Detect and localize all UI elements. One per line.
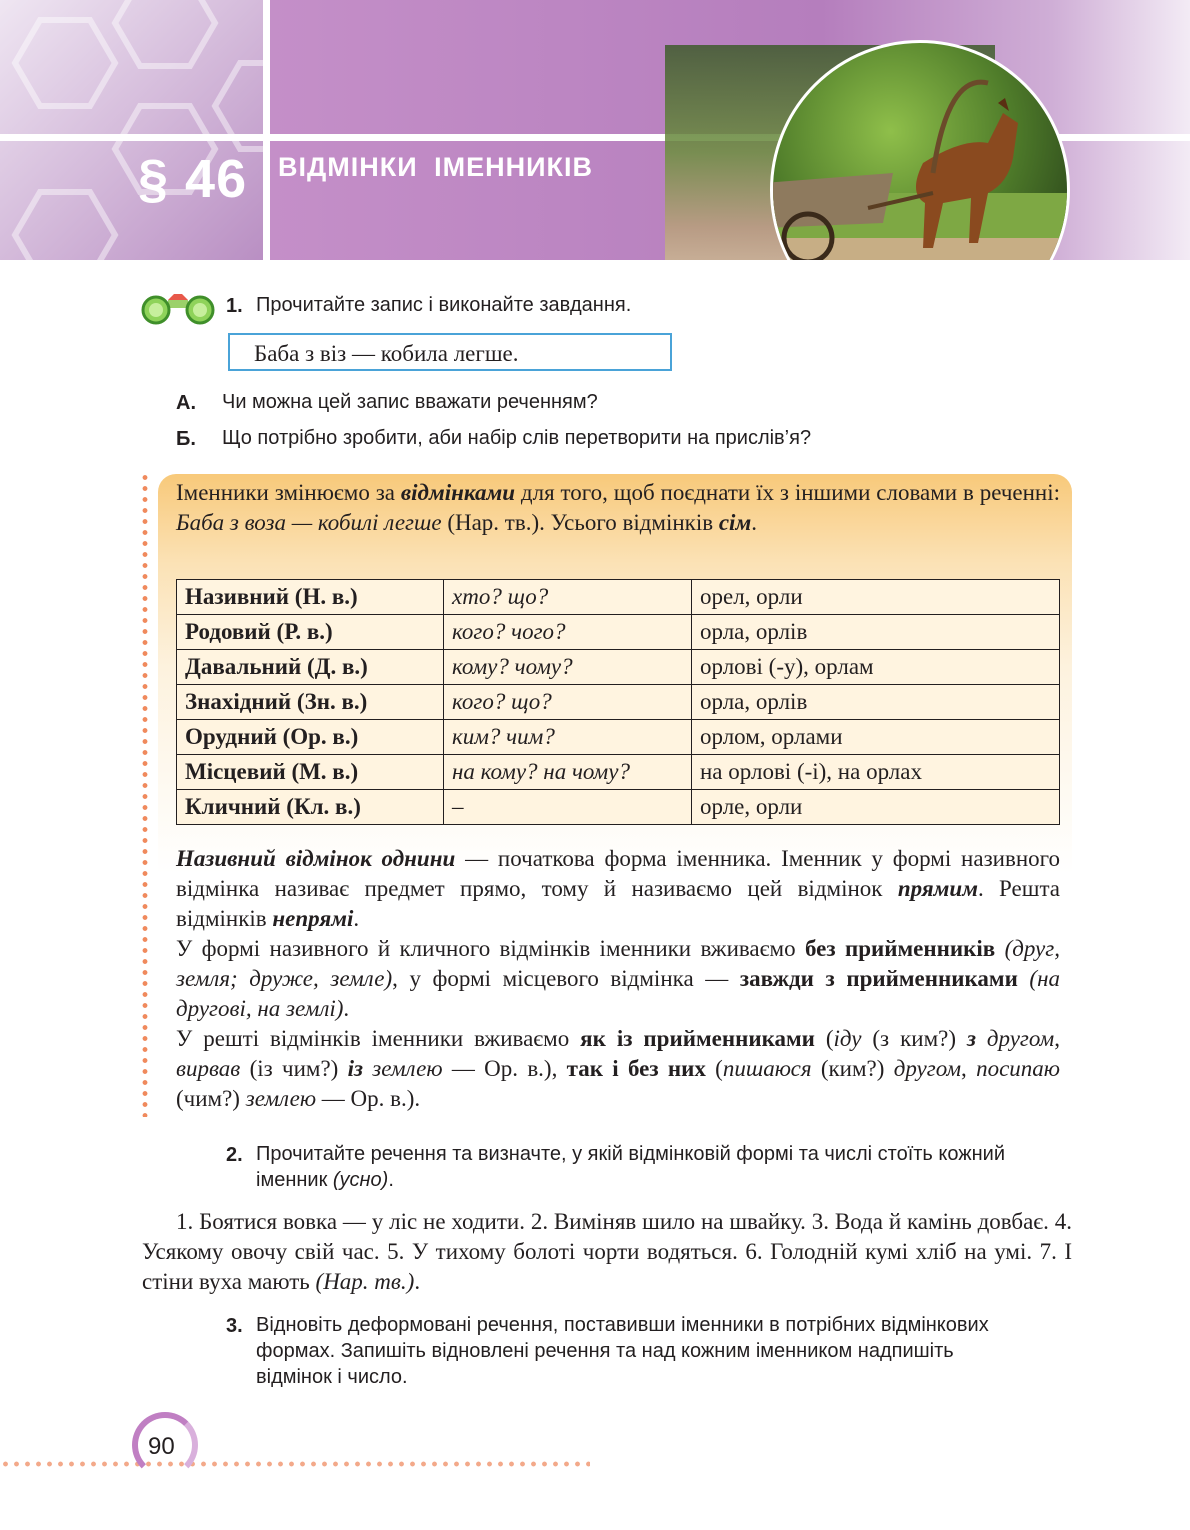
header-banner (0, 0, 1190, 260)
case-examples: орла, орлів (692, 615, 1060, 650)
task-1-number: 1. (226, 295, 243, 317)
case-questions: – (444, 790, 692, 825)
case-row (177, 790, 1060, 825)
question-a-text: Чи можна цей запис вважати реченням? (222, 391, 598, 413)
case-name: Знахідний (Зн. в.) (177, 685, 444, 720)
footer-dotted-line (0, 1460, 590, 1468)
case-row (177, 615, 1060, 650)
case-questions: ким? чим? (444, 720, 692, 755)
question-b-text: Що потрібно зробити, аби набір слів перетворити на прислів’я? (222, 427, 812, 449)
case-questions: хто? що? (444, 580, 692, 615)
task-2-number: 2. (226, 1144, 243, 1166)
case-row (177, 685, 1060, 720)
case-row (177, 720, 1060, 755)
case-name: Кличний (Кл. в.) (177, 790, 444, 825)
page-number: 90 (148, 1433, 175, 1460)
task-2-instruction: Прочитайте речення та визначте, у якій відмінковій формі та числі стоїть кожний іменник (усно). (256, 1143, 1006, 1191)
case-name: Місцевий (М. в.) (177, 755, 444, 790)
rule-paragraph-1: Називний відмінок однини — початкова форма іменника. Іменник у формі називного відмінка називає предмет прямо, тому й називаємо цей відмінок прямим. Решта відмінків непрямі. (176, 846, 1060, 931)
paragraph-number: § 46 (138, 149, 248, 209)
case-questions: на кому? на чому? (444, 755, 692, 790)
question-b-letter: Б. (176, 428, 196, 450)
banner-divider (263, 0, 270, 260)
task-3-instruction: Відновіть деформовані речення, поставивши іменники в потрібних відмінкових формах. Запишіть відновлені речення та над кожним іменником надпишіть відмінок і число. (256, 1314, 989, 1388)
page-title: ВІДМІНКИ ІМЕННИКІВ (278, 152, 593, 182)
task-2-sentences: 1. Боятися вовка — у ліс не ходити. 2. Виміняв шило на швайку. 3. Вода й камінь довбає. 4. Усякому овочу свій час. 5. У тихому болоті чорти водяться. 6. Голодній кумі хліб на умі. 7. І стіни вуха мають (Нар. тв.). (142, 1209, 1072, 1294)
case-examples: орле, орли (692, 790, 1060, 825)
case-name: Називний (Н. в.) (177, 580, 444, 615)
case-row (177, 755, 1060, 790)
case-examples: на орлові (-і), на орлах (692, 755, 1060, 790)
rule-dotted-border (142, 472, 148, 1117)
case-questions: кому? чому? (444, 650, 692, 685)
case-examples: орлом, орлами (692, 720, 1060, 755)
task-3-number: 3. (226, 1315, 243, 1337)
case-row (177, 580, 1060, 615)
case-name: Давальний (Д. в.) (177, 650, 444, 685)
hexagon-pattern (0, 0, 263, 260)
rule-intro: Іменники змінюємо за відмінками для того, щоб поєднати їх з іншими словами в реченні: Баба з воза — кобилі легше (Нар. тв.). Усього відмінків сім. (176, 480, 1061, 535)
case-name: Орудний (Ор. в.) (177, 720, 444, 755)
case-row (177, 650, 1060, 685)
case-questions: кого? що? (444, 685, 692, 720)
case-examples: орла, орлів (692, 685, 1060, 720)
case-examples: орел, орли (692, 580, 1060, 615)
case-name: Родовий (Р. в.) (177, 615, 444, 650)
question-a-letter: А. (176, 392, 196, 414)
task-1-instruction: Прочитайте запис і виконайте завдання. (256, 294, 632, 316)
binoculars-icon (140, 290, 216, 326)
horse-cart-illustration (773, 43, 1067, 260)
cases-table (176, 579, 1060, 825)
case-examples: орлові (-у), орлам (692, 650, 1060, 685)
rule-paragraph-3: У решті відмінків іменники вживаємо як із прийменниками (іду (з ким?) з другом, вирвав (із чим?) із землею — Ор. в.), так і без них (пишаюся (ким?) другом, посипаю (чим?) землею — Ор. в.). (176, 1026, 1060, 1111)
horse-cart-photo (770, 40, 1070, 260)
banner-left-panel (0, 0, 263, 260)
rule-paragraph-2: У формі називного й кличного відмінків іменники вживаємо без прийменників (друг, земля; друже, земле), у формі місцевого відмінка — завжди з прийменниками (на другові, на землі). (176, 936, 1060, 1021)
case-questions: кого? чого? (444, 615, 692, 650)
proverb-box: Баба з віз — кобила легше. (228, 333, 672, 371)
